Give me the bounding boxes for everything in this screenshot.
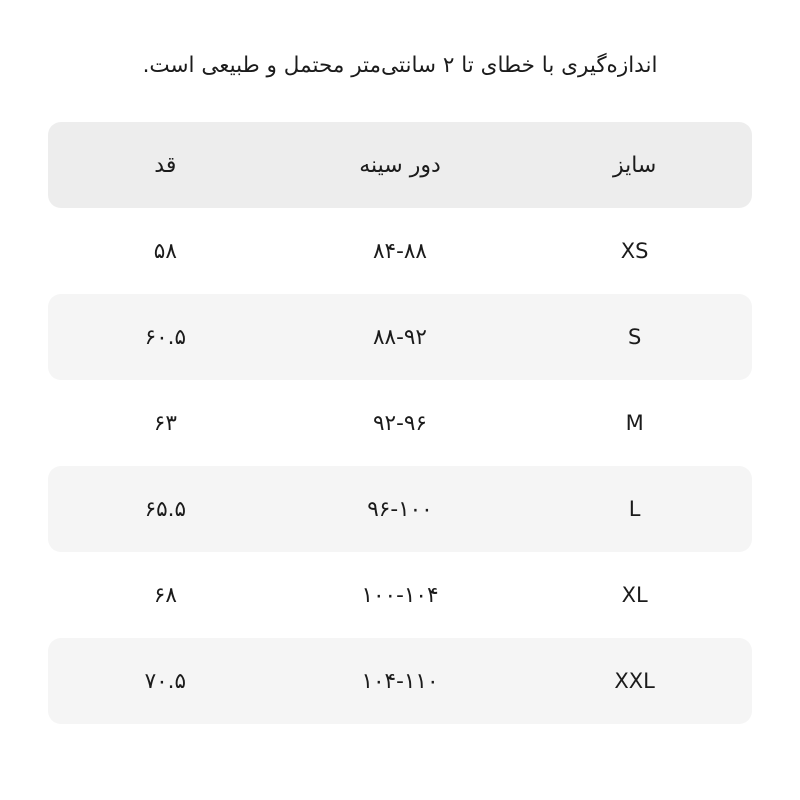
cell-chest: ۹۲-۹۶ xyxy=(373,410,427,436)
cell-length: ۶۳ xyxy=(153,410,177,436)
cell-size: M xyxy=(625,411,644,435)
table-header xyxy=(48,122,752,208)
table-body xyxy=(48,208,752,724)
column-header-length: قد xyxy=(48,122,283,208)
table-row xyxy=(48,638,752,724)
column-header-size: سایز xyxy=(517,122,752,208)
cell-size: S xyxy=(517,294,752,380)
cell-chest: ۸۴-۸۸ xyxy=(373,238,427,264)
size-chart-table xyxy=(48,122,752,724)
measurement-note: اندازه‌گیری با خطای تا ۲ سانتی‌متر محتمل و طبیعی است. xyxy=(142,52,658,78)
cell-length: ۶۰.۵ xyxy=(48,294,283,380)
column-header-chest: دور سینه xyxy=(283,122,518,208)
cell-length: ۷۰.۵ xyxy=(48,638,283,724)
table-row xyxy=(48,466,752,552)
cell-chest: ۱۰۴-۱۱۰ xyxy=(283,638,518,724)
cell-chest: ۹۶-۱۰۰ xyxy=(283,466,518,552)
cell-size: L xyxy=(517,466,752,552)
cell-length: ۶۸ xyxy=(153,582,177,608)
table-row xyxy=(48,208,752,294)
cell-chest: ۸۸-۹۲ xyxy=(283,294,518,380)
cell-length: ۶۵.۵ xyxy=(48,466,283,552)
table-header-row xyxy=(48,122,752,208)
table-row xyxy=(48,380,752,466)
cell-size: XL xyxy=(621,583,648,607)
cell-size: XXL xyxy=(517,638,752,724)
cell-length: ۵۸ xyxy=(153,238,177,264)
table-row xyxy=(48,294,752,380)
table-row xyxy=(48,552,752,638)
cell-size: XS xyxy=(620,239,649,263)
cell-chest: ۱۰۰-۱۰۴ xyxy=(361,582,439,608)
